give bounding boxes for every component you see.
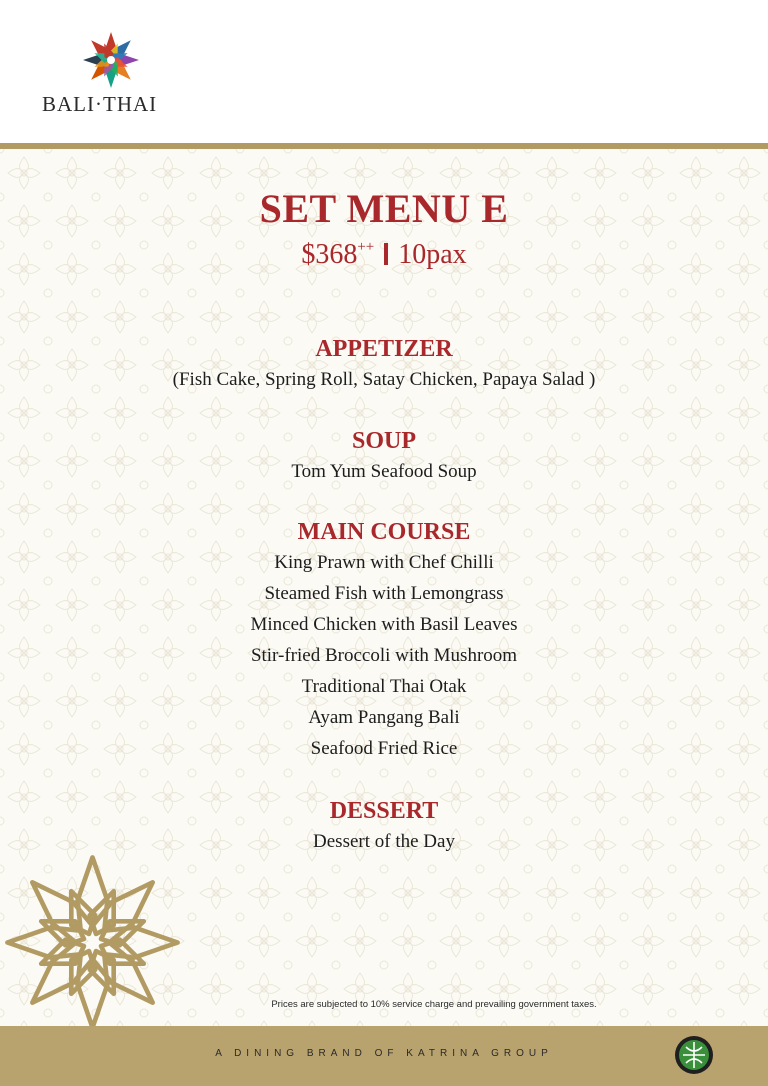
- menu-item: Seafood Fried Rice: [310, 738, 458, 759]
- footer-text: A DINING BRAND OF KATRINA GROUP: [215, 1048, 553, 1059]
- katrina-group-logo-icon: [673, 1034, 715, 1076]
- menu-item: Steamed Fish with Lemongrass: [264, 583, 504, 604]
- menu-item: Stir-fried Broccoli with Mushroom: [250, 645, 518, 666]
- footer: [0, 1026, 768, 1086]
- section-soup: [0, 426, 768, 487]
- price-suffix: ++: [357, 239, 375, 255]
- menu-item: King Prawn with Chef Chilli: [274, 552, 494, 573]
- section-heading: APPETIZER: [315, 336, 453, 362]
- price: $368: [301, 239, 358, 270]
- menu-item: Minced Chicken with Basil Leaves: [250, 614, 518, 635]
- star-flower-logo-icon: [81, 30, 141, 90]
- tax-note: Prices are subjected to 10% service charge and prevailing government taxes.: [271, 999, 597, 1010]
- menu-item: Dessert of the Day: [313, 831, 455, 852]
- section-heading: SOUP: [351, 428, 416, 454]
- section-appetizer: [0, 334, 768, 395]
- menu-item: Ayam Pangang Bali: [308, 707, 460, 728]
- header: [0, 0, 768, 143]
- brand-name: BALI·THAI: [42, 92, 158, 116]
- section-dessert: [0, 796, 768, 857]
- menu-item: (Fish Cake, Spring Roll, Satay Chicken, Papaya Salad ): [172, 369, 596, 390]
- menu-item: Tom Yum Seafood Soup: [291, 461, 477, 482]
- section-main-course: [0, 517, 768, 764]
- price-line: [0, 239, 768, 271]
- section-heading: MAIN COURSE: [297, 519, 471, 545]
- price-separator: [384, 243, 388, 265]
- menu-title: SET MENU E: [259, 186, 509, 231]
- pax: 10pax: [398, 239, 467, 270]
- menu-item: Traditional Thai Otak: [301, 676, 467, 697]
- section-heading: DESSERT: [329, 798, 439, 824]
